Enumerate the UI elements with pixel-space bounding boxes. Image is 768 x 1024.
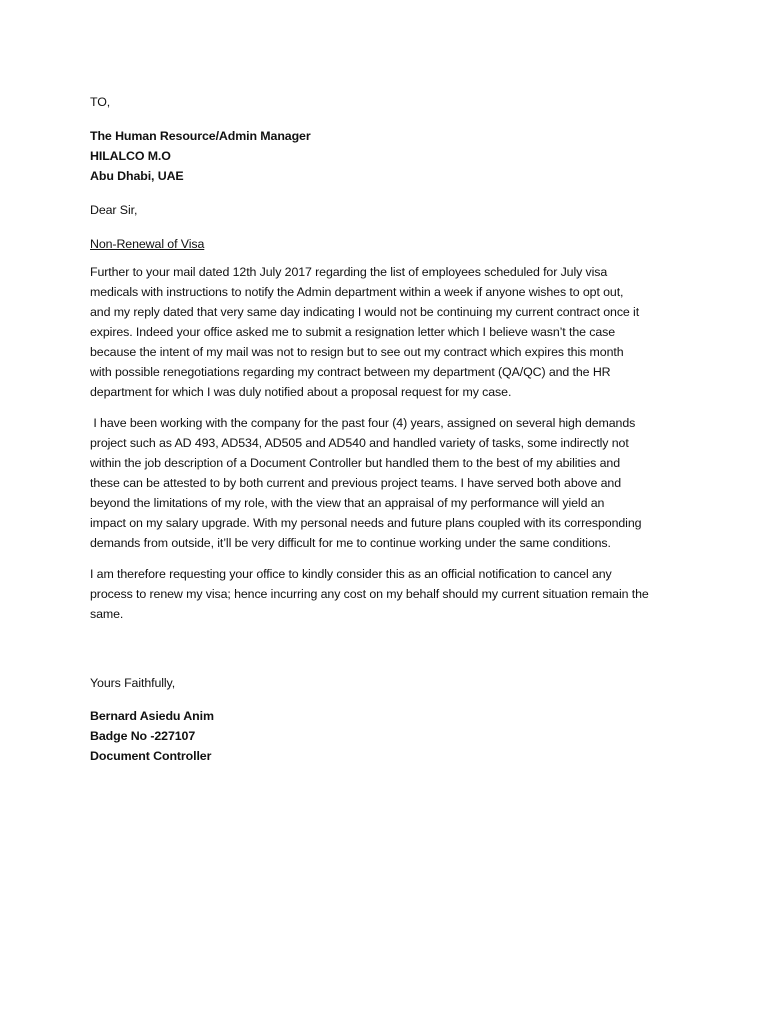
text-line: I am therefore requesting your office to kindly consider this as an official notification to cancel any — [90, 567, 612, 581]
text-line: and my reply dated that very same day indicating I would not be continuing my current contract once it — [90, 305, 640, 319]
recipient-title: The Human Resource/Admin Manager — [90, 129, 311, 143]
signer-role: Document Controller — [90, 749, 212, 763]
text-line: these can be attested to by both current and previous project teams. I have served both above and — [90, 476, 622, 490]
text-line: because the intent of my mail was not to resign but to see out my contract which expires this month — [90, 345, 624, 359]
recipient-location: Abu Dhabi, UAE — [90, 169, 184, 183]
text-line: with possible renegotiations regarding my contract between my department (QA/QC) and the HR — [90, 365, 611, 379]
signer-name: Bernard Asiedu Anim — [90, 709, 214, 723]
text-line: within the job description of a Document Controller but handled them to the best of my abilities and — [90, 456, 620, 470]
text-line: demands from outside, it’ll be very difficult for me to continue working under the same conditions. — [90, 536, 611, 550]
text-line: expires. Indeed your office asked me to submit a resignation letter which I believe wasn’t the case — [90, 325, 616, 339]
body-paragraph-1 — [90, 262, 690, 402]
text-line: same. — [90, 607, 124, 621]
text-line: department for which I was duly notified about a proposal request for my case. — [90, 385, 512, 399]
letter-page — [90, 92, 690, 766]
subject-heading: Non-Renewal of Visa — [90, 237, 205, 251]
text-line: Further to your mail dated 12th July 2017 regarding the list of employees scheduled for July visa — [90, 265, 608, 279]
text-line: medicals with instructions to notify the Admin department within a week if anyone wishes to opt out, — [90, 285, 624, 299]
recipient-company: HILALCO M.O — [90, 149, 171, 163]
closing: Yours Faithfully, — [90, 676, 176, 690]
text-line: beyond the limitations of my role, with the view that an appraisal of my performance will yield an — [90, 496, 605, 510]
text-line: process to renew my visa; hence incurring any cost on my behalf should my current situation remain the — [90, 587, 649, 601]
text-line: impact on my salary upgrade. With my personal needs and future plans coupled with its corresponding — [90, 516, 642, 530]
body-paragraph-2 — [90, 413, 690, 553]
to-label: TO, — [90, 95, 111, 109]
spacer — [90, 635, 690, 673]
signature-block — [90, 706, 690, 766]
salutation: Dear Sir, — [90, 203, 138, 217]
text-line: project such as AD 493, AD534, AD505 and AD540 and handled variety of tasks, some indirectly not — [90, 436, 629, 450]
signer-badge: Badge No -227107 — [90, 729, 196, 743]
recipient-address — [90, 126, 690, 186]
body-paragraph-3 — [90, 564, 690, 624]
text-line: I have been working with the company for the past four (4) years, assigned on several high demands — [90, 416, 636, 430]
